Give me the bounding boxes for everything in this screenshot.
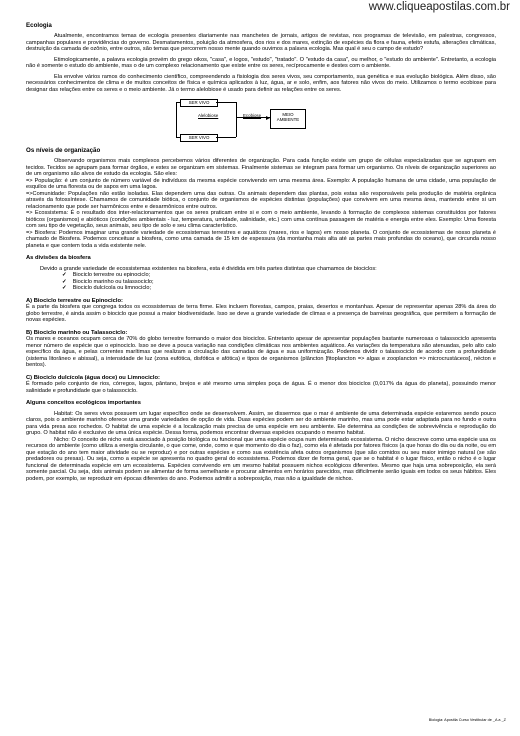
ser-vivo-bottom-box: SER VIVO xyxy=(180,134,218,142)
paragraph-nicho: Nicho: O conceito de nicho está associado à posição biológica ou funcional que uma espécie ocupa num determinado ecossistema. O nicho descreve como uma espécie usa os recursos do ambiente (como utiliza a energia circulante, o que come, onde, como e que momento do dia o faz), como ela é afetada por fatores físicos (a que horas do dia ou da noite, ou em que estação do ano tem maior atividade ou se reproduz) e por outras espécies e como sua existência afeta outros organismos (que são comidos ou seu maior inimigo natural (se são predadores ou presas). Ou seja, como a espécie se apresenta no quadro geral do ecossistema. Podemos dizer de forma geral, que se o habitat é o lugar físico, então o nicho é o lugar funcional de determinada espécie em um ecossistema. Espécies convivendo em um mesmo habitat possuem nichos ecológicos diferentes. Mesmo que haja uma sobreposição, ela será somente parcial. Ou seja, dois animais podem se alimentar de forma semelhante e procurar alimentos em horários parecidos, mas dificilmente serão iguais em todos os seus hábitos. Eles podem, por exemplo, se reproduzir em épocas diferentes do ano. Podemos admitir a sobreposição, mas não a igualdade de nichos. xyxy=(26,436,496,482)
site-url[interactable]: www.cliqueapostilas.com.br xyxy=(368,1,510,13)
page-footer: Biologia: Apostila Curso Vestibular de _A a _Z xyxy=(428,718,506,722)
biociclo-list xyxy=(62,272,496,292)
list-item: ✓ Biociclo marinho ou talassociclo; xyxy=(62,279,496,286)
paragraph-ecossistema: => Ecossistema: É o resultado dos inter-relacionamentos que os seres praticam entre si e com o meio ambiente, levando à formação de complexos sistemas constituídos por fatores bióticos (organismos) e abióticos (condições ambientais - luz, temperatura, umidade, salinidade, etc.) com uma contínua passagem de matéria e energia entre eles. Exemplo: Uma floresta com seu tipo de vegetação, seus animais, seu tipo de solo e seu clima característico. xyxy=(26,210,496,229)
subsection-title-dulcicola: C) Biociclo dulcícola (água doce) ou Limnociclo: xyxy=(26,374,160,381)
connector-line xyxy=(236,102,237,137)
paragraph: É formado pelo conjunto de rios, córregos, lagos, pântano, brejos e até mesmo uma simples poça de água. É o menor dos biociclos (0,017% da água do planeta), possuindo menor salinidade e profundidade que o talassociclo. xyxy=(26,381,496,394)
connector-line xyxy=(176,102,177,137)
connector-line xyxy=(176,102,180,103)
paragraph: É a parte da biosfera que congrega todos os ecossistemas de terra firme. Eles incluem florestas, campos, praias, desertos e montanhas. Apesar de representar apenas 28% da área do globo terrestre, é ainda assim o biociclo que possui a maior biodiversidade. Isso se deve a grande variedade de climas e a presença de barreiras geográfica, que permitem a formação de novas espécies. xyxy=(26,304,496,324)
section-title-ecologia: Ecologia xyxy=(26,22,52,29)
section-title-divisoes: As divisões da biosfera xyxy=(26,255,91,261)
paragraph-comunidade: =>Comunidade: Populações não estão isoladas. Elas dependem uma das outras. Os animais dependem das plantas, pois estas são responsáveis pela produção de matéria orgânica através da fotossíntese. Chamamos de comunidade biótica, o conjunto de organismos de espécies distintas (populações) que convivem em uma mesma área, mantendo entre si um relacionamento que pode ser harmônicos entre e desarmônicos entre outros. xyxy=(26,190,496,210)
paragraph: Devido a grande variedade de ecossistemas existentes na biosfera, esta é dividida em três partes distintas que chamamos de biociclos: xyxy=(40,265,377,272)
meio-ambiente-box: MEIO AMBIENTE xyxy=(270,109,306,129)
connector-line xyxy=(216,137,236,138)
paragraph-populacao: => População: é um conjunto de número variável de indivíduos da mesma espécie convivendo em uma mesma área. Exemplo: A população humana de uma cidade, uma população de esquilos de uma floresta ou de sapos em uma lagoa. xyxy=(26,177,496,190)
section-title-conceitos: Alguns conceitos ecológicos importantes xyxy=(26,400,141,407)
section-title-niveis: Os níveis de organização xyxy=(26,147,101,154)
paragraph: Os mares e oceanos ocupam cerca de 70% do globo terrestre formando o maior dos biociclos. Entretanto apesar de apresentar populações bastante numerosas o talassociclo apresenta menor número de espécie que o epinociclo. Isso se deve a pouca variação nas condições climáticas nos ambientes aquáticos. As variações da temperatura são atenuadas, pelo alto calo específico da água, e pelas correntes marítimas que realizam a circulação das camadas de água e sua uniformização. Podemos dividir o talassociclo de acordo com a profundidade (sistema litorâneo e abissal), a intensidade de luz (zona eufótica, disfótica e afótica) e tipos de organismos (plâncton [fitoplancton => algas e zooplancton => microcrustáceos], nécton e bentos). xyxy=(26,336,496,369)
paragraph: Etimologicamente, a palavra ecologia provém do grego oikos, "casa", e logos, "estudo", "tratado". O "estudo da casa", ou melhor, o "estudo do ambiente". Entretanto, a ecologia não é somente o estudo do ambiente, mas o de um complexo relacionamento que existe entre os seres, recíprocamente e destes com o ambiente. xyxy=(26,56,496,69)
list-item: ✓ Biociclo terrestre ou epinociclo; xyxy=(62,272,496,279)
paragraph: Ela envolve vários ramos do conhecimento científico, compreendendo a fisiologia dos seres vivos, seu comportamento, sua genética e sua evolução biológica. Além disso, são necessários conhecimentos de clima e de muitos conceitos de física e química aplicados à luz, água, ar e solo, enfim, aos fatores não vivos do meio. Utilizamos o termo ecobiose para designar das relações entre os seres e o meio ambiente. Já o termo alelobiose é usado para definir as relações entre os seres. xyxy=(26,73,496,93)
alelobiose-label: Alelobiose xyxy=(198,113,219,118)
connector-line xyxy=(176,137,180,138)
paragraph: Atualmente, encontramos temas de ecologia presentes diariamente nas manchetes de jornais, artigos de revistas, nos programas de televisão, em palestras, congressos, campanhas populares e providências do governo. Desmatamentos, poluição da atmosfera, dos rios e dos mares, extinção de espécies da flora e fauna, efeito estufa, alterações climáticas, destruição da camada de ozônio, entre outros, são temas que percorrem nosso mente quando ouvimos a palavra ecologia. Mas qual é seu o campo de estudo? xyxy=(26,33,496,52)
paragraph: Observando organismos mais complexos percebemos vários diferentes de organização. Para cada função existe um grupo de células especializadas que se agrupam em tecidos. Tecidos se agrupam para formar órgãos, e estes se organizam em sistemas. Finalmente sistemas se integram para formar um organismo. Os níveis de organização superiores ao de um organismo são alvos de estudo da ecologia. São eles: xyxy=(26,158,496,177)
document-page xyxy=(26,22,496,482)
connector-line xyxy=(236,117,270,118)
list-item: ✓ Biociclo dulcícola ou limnociclo; xyxy=(62,285,496,292)
arrowhead xyxy=(266,116,270,120)
paragraph-biosfera: => Biosfera: Podemos imaginar uma grande variedade de ecossistemas terrestres e aquáticos (mares, rios e lagos) em nosso planeta. O conjunto de ecossistemas de nosso planeta é chamado de Biosfera. Podemos conceituar a biosfera, como uma camada de 15 km de espessura (da montanha mais alta até as partes mais profundas do oceano), que circunda nosso planeta e que contem toda a vida existente nele. xyxy=(26,229,496,249)
paragraph-habitat: Habitat: Os seres vivos possuem um lugar específico onde se desenvolvem. Assim, se dissermos que o mar é ambiente de uma determinada espécie estaremos sendo pouco claros, pois o ambiente marinho oferece uma grande variedades de opção de vida. Duas espécies podem ser do ambiente marinho, mas uma pode estar adaptada para no fundo e outra para vida presa aos rochedos. O habitat de uma espécie é a localização mais precisa de uma espécie em seu ambiente. Ele determina as condições de sobrevivência e reprodução do grupo. O habitat não é exclusivo de uma única espécie. Dessa forma, podemos encontrar diversas espécies ocupando o mesmo habitat. xyxy=(26,410,496,437)
subsection-title-marinho: B) Biociclo marinho ou Talassociclo: xyxy=(26,329,128,336)
connector-line xyxy=(216,102,236,103)
ecobiose-diagram xyxy=(26,97,496,143)
subsection-title-terrestre: A) Biociclo terrestre ou Epinociclo: xyxy=(26,297,123,304)
ser-vivo-top-box: SER VIVO xyxy=(180,99,218,107)
ecobiose-label: Ecobiose xyxy=(243,113,262,118)
